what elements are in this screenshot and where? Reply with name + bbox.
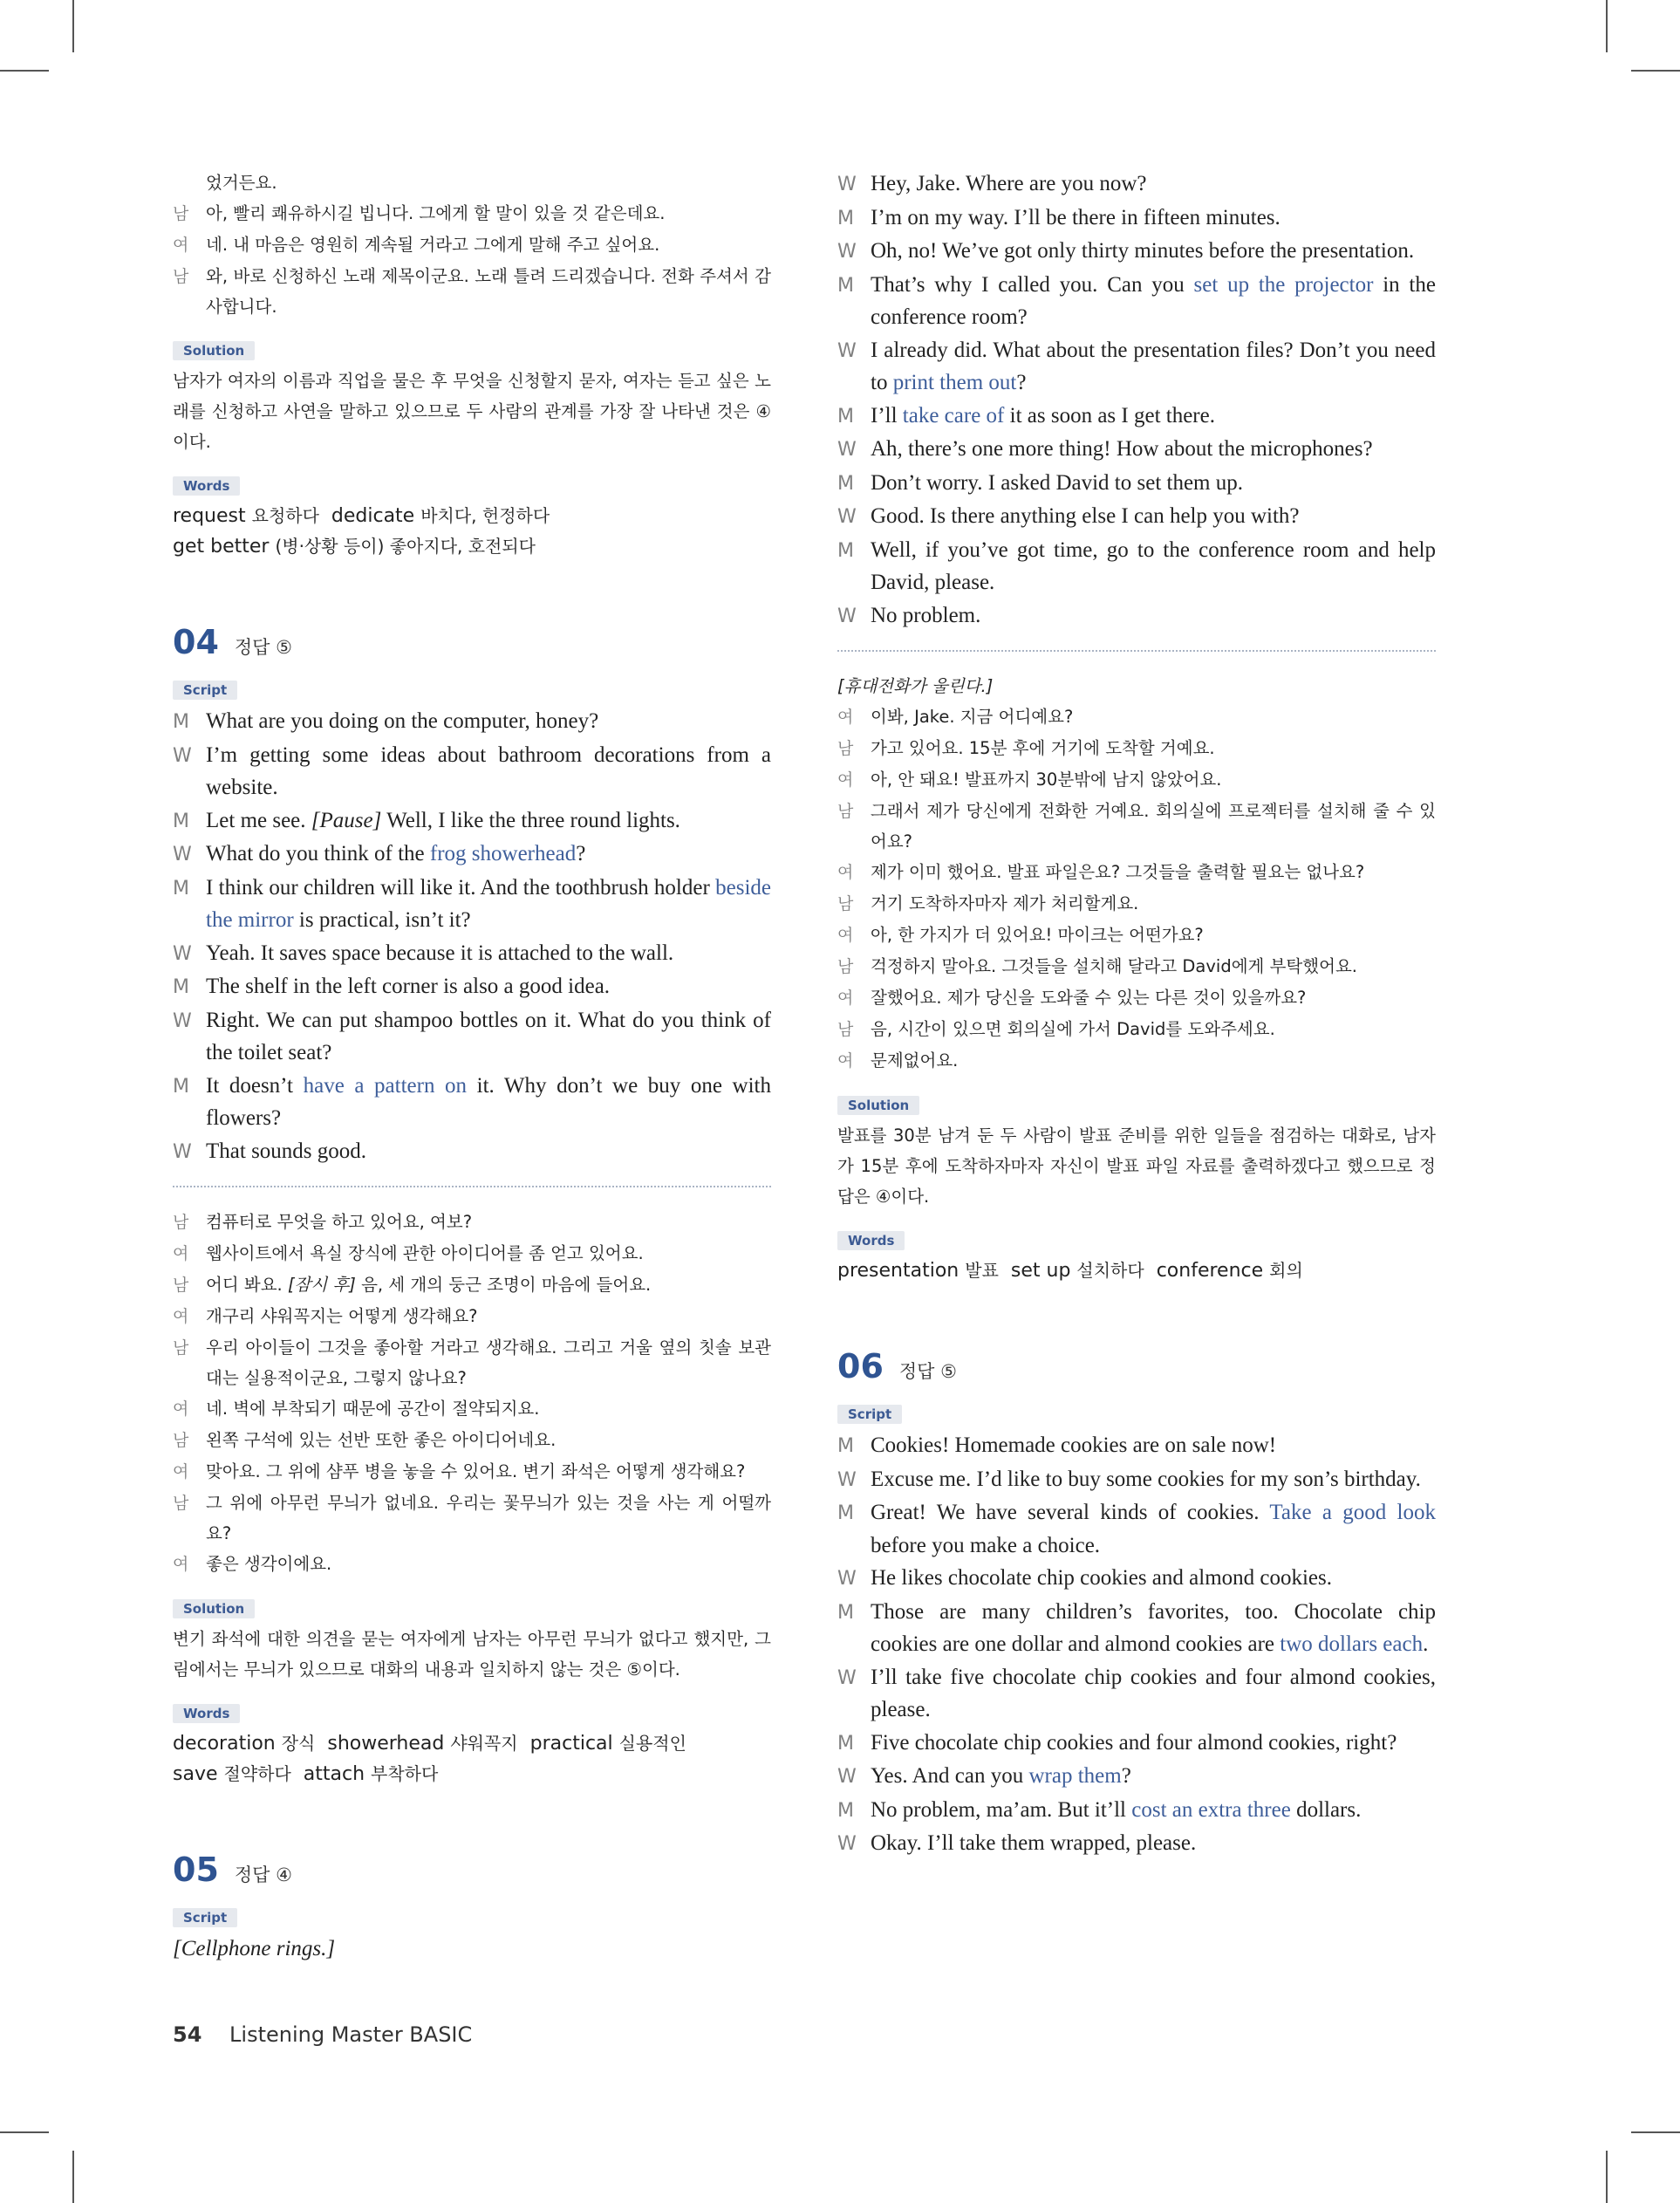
words-list [173, 501, 771, 562]
speaker-label: M [837, 1601, 854, 1624]
speaker-label: M [837, 472, 854, 495]
dialogue-line [837, 334, 1436, 400]
solution-badge: Solution [173, 341, 255, 360]
line-text: 문제없어요. [871, 1050, 959, 1071]
speaker-label: M [837, 1799, 854, 1822]
line-text: That’s why I called you. Can you set up the projector in the conference room? [871, 272, 1436, 329]
dialogue-line [837, 888, 1436, 920]
word-entry: conference 회의 [1156, 1260, 1303, 1282]
speaker-label: M [837, 274, 854, 297]
dialogue-line [837, 920, 1436, 951]
speaker-label: W [173, 744, 192, 767]
line-text: Yes. And can you wrap them? [871, 1764, 1131, 1788]
solution-badge: Solution [173, 1599, 255, 1618]
line-text: 가고 있어요. 15분 후에 거기에 도착할 거예요. [871, 738, 1215, 758]
line-text: 우리 아이들이 그것을 좋아할 거라고 생각해요. 그리고 거울 옆의 칫솔 보관대는 실용적이군요, 그렇지 않나요? [206, 1338, 771, 1388]
dialogue-line [837, 1496, 1436, 1562]
crop-mark [1606, 2151, 1608, 2203]
script-dialogue [837, 168, 1436, 633]
line-text: 아, 한 가지가 더 있어요! 마이크는 어떤가요? [871, 925, 1204, 945]
solution-text: 발표를 30분 남겨 둔 두 사람이 발표 준비를 위한 일들을 점검하는 대화로, 남자가 15분 후에 도착하자마자 자신이 발표 파일 자료를 출력하겠다고 했으므로 정답은 ④이다. [837, 1125, 1436, 1207]
speaker-label: W [837, 605, 857, 627]
dialogue-line [837, 235, 1436, 269]
line-text: Five chocolate chip cookies and four almond cookies, right? [871, 1730, 1397, 1755]
speaker-label: M [173, 1075, 189, 1098]
line-text: 이봐, Jake. 지금 어디예요? [871, 707, 1074, 727]
dialogue-line [173, 198, 771, 229]
dialogue-line [837, 1661, 1436, 1727]
dialogue-line [173, 1456, 771, 1488]
speaker-label: M [837, 539, 854, 562]
line-text: Good. Is there anything else I can help you with? [871, 504, 1300, 528]
dialogue-line [837, 1827, 1436, 1861]
speaker-label: 여 [837, 1051, 854, 1071]
translation-block [173, 168, 771, 322]
dialogue-line [173, 1004, 771, 1070]
dialogue-line [837, 764, 1436, 796]
divider [837, 650, 1436, 652]
solution-text: 변기 좌석에 대한 의견을 묻는 여자에게 남자는 아무런 무늬가 없다고 했지만, 그림에서는 무늬가 있으므로 대화의 내용과 일치하지 않는 것은 ⑤이다. [173, 1629, 771, 1680]
dialogue-line [837, 1596, 1436, 1661]
line-text: 잘했어요. 제가 당신을 도와줄 수 있는 다른 것이 있을까요? [871, 988, 1307, 1008]
words-badge: Words [173, 476, 240, 496]
line-text: 음, 시간이 있으면 회의실에 가서 David를 도와주세요. [871, 1019, 1275, 1039]
line-text: 어디 봐요. [잠시 후] 음, 세 개의 둥근 조명이 마음에 들어요. [206, 1275, 652, 1295]
solution-badge: Solution [837, 1096, 919, 1115]
dialogue-line [837, 857, 1436, 888]
speaker-label: 남 [173, 1338, 189, 1358]
dialogue-line [173, 1070, 771, 1135]
dialogue-line [173, 1332, 771, 1393]
speaker-label: 여 [837, 708, 854, 727]
line-text: I think our children will like it. And the toothbrush holder beside the mirror is practical, isn’t it? [206, 875, 771, 932]
dialogue-line [837, 202, 1436, 236]
line-text: It doesn’t have a pattern on it. Why don’t we buy one with flowers? [206, 1073, 771, 1130]
dialogue-line [173, 970, 771, 1004]
speaker-label: W [837, 339, 857, 362]
script-dialogue [837, 1429, 1436, 1861]
answer-label: 정답 ④ [234, 1864, 292, 1885]
word-entry: presentation 발표 [837, 1260, 999, 1282]
line-text: 그래서 제가 당신에게 전화한 거예요. 회의실에 프로젝터를 설치해 줄 수 있어요? [871, 801, 1436, 852]
dialogue-line [837, 467, 1436, 501]
divider [173, 1186, 771, 1187]
speaker-label: W [173, 1009, 192, 1032]
question-number: 06 [837, 1347, 884, 1385]
crop-mark [72, 2151, 74, 2203]
speaker-label: 남 [837, 894, 854, 913]
speaker-label: 남 [173, 1494, 189, 1513]
line-text: Great! We have several kinds of cookies. Take a good look before you make a choice. [871, 1501, 1436, 1557]
dialogue-line [837, 1794, 1436, 1828]
dialogue-line [837, 400, 1436, 434]
speaker-label: W [837, 1568, 857, 1590]
line-text: I’m on my way. I’ll be there in fifteen minutes. [871, 205, 1280, 229]
dialogue-line [837, 951, 1436, 982]
speaker-label: M [837, 1732, 854, 1755]
dialogue-line [837, 1760, 1436, 1794]
dialogue-line [173, 937, 771, 971]
speaker-label: 남 [837, 1020, 854, 1039]
question-number: 05 [173, 1851, 219, 1889]
speaker-label: M [173, 976, 189, 998]
dialogue-line [837, 500, 1436, 534]
dialogue-line [837, 796, 1436, 857]
dialogue-line [173, 739, 771, 804]
page-number: 54 [173, 2022, 202, 2047]
speaker-label: W [837, 241, 857, 263]
line-text: Don’t worry. I asked David to set them up. [871, 470, 1244, 495]
script-badge: Script [173, 681, 237, 700]
dialogue-line [173, 872, 771, 937]
line-text: 아, 빨리 쾌유하시길 빕니다. 그에게 할 말이 있을 것 같은데요. [206, 203, 666, 223]
word-entry: set up 설치하다 [1010, 1260, 1144, 1282]
word-entry: get better (병·상황 등이) 좋아지다, 호전되다 [173, 536, 536, 558]
dialogue-line [837, 1463, 1436, 1497]
words-badge: Words [173, 1704, 240, 1723]
speaker-label: 남 [173, 267, 189, 286]
line-text: 었거든요. [206, 173, 277, 193]
speaker-label: 여 [173, 1462, 189, 1481]
line-text: 좋은 생각이에요. [206, 1554, 332, 1574]
word-entry: request 요청하다 [173, 505, 319, 527]
speaker-label: W [837, 174, 857, 195]
answer-label: 정답 ⑤ [898, 1361, 957, 1382]
speaker-label: W [837, 439, 857, 461]
stage-direction: [Cellphone rings.] [173, 1937, 336, 1960]
dialogue-line [837, 1045, 1436, 1077]
dialogue-line [837, 982, 1436, 1014]
speaker-label: 남 [837, 739, 854, 758]
line-text: Right. We can put shampoo bottles on it. What do you think of the toilet seat? [206, 1008, 771, 1064]
dialogue-line [173, 1393, 771, 1425]
dialogue-line [837, 599, 1436, 633]
dialogue-line [173, 804, 771, 838]
line-text: What are you doing on the computer, honey? [206, 709, 599, 733]
line-text: 아, 안 돼요! 발표까지 30분밖에 남지 않았어요. [871, 770, 1222, 790]
line-text: I’ll take care of it as soon as I get there. [871, 403, 1215, 428]
translation-block [173, 1207, 771, 1580]
line-text: Well, if you’ve got time, go to the conference room and help David, please. [871, 537, 1436, 594]
line-text: 걱정하지 말아요. 그것들을 설치해 달라고 David에게 부탁했어요. [871, 956, 1357, 976]
dialogue-line [173, 705, 771, 739]
speaker-label: 남 [173, 1431, 189, 1450]
translation-block [837, 671, 1436, 1077]
speaker-label: W [173, 844, 192, 865]
speaker-label: 여 [173, 236, 189, 255]
speaker-label: 남 [837, 957, 854, 976]
words-list [173, 1728, 771, 1789]
line-text: Those are many children’s favorites, too. Chocolate chip cookies are one dollar and almond cookies are two dollars each. [871, 1599, 1436, 1656]
speaker-label: 남 [173, 1213, 189, 1232]
dialogue-line [173, 1238, 771, 1269]
line-text: I’ll take five chocolate chip cookies and four almond cookies, please. [871, 1665, 1436, 1721]
speaker-label: W [837, 1833, 857, 1855]
line-text: Let me see. [Pause] Well, I like the three round lights. [206, 808, 680, 832]
speaker-label: 여 [837, 989, 854, 1008]
stage-direction: [휴대전화가 울린다.] [837, 676, 994, 696]
line-text: Okay. I’ll take them wrapped, please. [871, 1831, 1197, 1855]
speaker-label: M [837, 405, 854, 428]
line-text: That sounds good. [206, 1139, 367, 1163]
crop-mark [0, 70, 49, 72]
line-text: 웹사이트에서 욕실 장식에 관한 아이디어를 좀 얻고 있어요. [206, 1243, 644, 1263]
page-footer [173, 2022, 472, 2047]
dialogue-line [173, 838, 771, 872]
dialogue-line [837, 269, 1436, 334]
dialogue-line [173, 229, 771, 261]
speaker-label: 남 [837, 802, 854, 821]
solution-text: 남자가 여자의 이름과 직업을 물은 후 무엇을 신청할지 묻자, 여자는 듣고 싶은 노래를 신청하고 사연을 말하고 있으므로 두 사람의 관계를 가장 잘 나타낸 것은 ④이다. [173, 371, 771, 452]
speaker-label: W [173, 942, 192, 965]
line-text: 와, 바로 신청하신 노래 제목이군요. 노래 틀려 드리겠습니다. 전화 주셔서 감사합니다. [206, 266, 771, 317]
speaker-label: M [837, 1502, 854, 1524]
speaker-label: M [173, 877, 189, 900]
speaker-label: W [837, 1766, 857, 1788]
line-text: Oh, no! We’ve got only thirty minutes before the presentation. [871, 239, 1415, 263]
dialogue-line [837, 1014, 1436, 1045]
speaker-label: M [173, 711, 189, 733]
crop-mark [1631, 2131, 1680, 2133]
crop-mark [0, 2131, 49, 2133]
word-entry: dedicate 바치다, 헌정하다 [331, 505, 550, 527]
question-header [837, 1347, 1436, 1385]
speaker-label: M [837, 207, 854, 229]
dialogue-line [837, 168, 1436, 202]
line-text: Hey, Jake. Where are you now? [871, 172, 1147, 195]
speaker-label: M [173, 810, 189, 832]
right-column [837, 168, 1436, 1861]
dialogue-line [173, 261, 771, 322]
dialogue-line [173, 1488, 771, 1549]
speaker-label: M [837, 1435, 854, 1457]
line-text: 컴퓨터로 무엇을 하고 있어요, 여보? [206, 1212, 473, 1232]
line-text: No problem, ma’am. But it’ll cost an extra three dollars. [871, 1797, 1362, 1822]
line-text: 개구리 샤워꼭지는 어떻게 생각해요? [206, 1306, 478, 1326]
dialogue-line [837, 433, 1436, 467]
line-text: I already did. What about the presentation files? Don’t you need to print them out? [871, 338, 1436, 394]
question-number: 04 [173, 623, 219, 661]
dialogue-line [173, 1301, 771, 1332]
dialogue-line [837, 1562, 1436, 1596]
dialogue-line [173, 1207, 771, 1238]
line-text: 맞아요. 그 위에 샴푸 병을 놓을 수 있어요. 변기 좌석은 어떻게 생각해요? [206, 1461, 746, 1481]
line-text: I’m getting some ideas about bathroom decorations from a website. [206, 742, 771, 799]
line-text: Ah, there’s one more thing! How about the microphones? [871, 437, 1373, 461]
speaker-label: 남 [173, 204, 189, 223]
dialogue-line [837, 701, 1436, 733]
word-entry: save 절약하다 [173, 1763, 291, 1785]
speaker-label: W [837, 1666, 857, 1689]
line-text: What do you think of the frog showerhead? [206, 842, 586, 865]
line-text: Cookies! Homemade cookies are on sale now! [871, 1433, 1277, 1457]
line-text: 그 위에 아무런 무늬가 없네요. 우리는 꽃무늬가 있는 것을 사는 게 어떨까요? [206, 1493, 771, 1543]
speaker-label: 여 [173, 1244, 189, 1263]
dialogue-line [837, 733, 1436, 764]
line-text: The shelf in the left corner is also a good idea. [206, 975, 611, 998]
line-text: No problem. [871, 603, 981, 627]
line-text: He likes chocolate chip cookies and almond cookies. [871, 1566, 1333, 1590]
line-text: 왼쪽 구석에 있는 선반 또한 좋은 아이디어네요. [206, 1430, 557, 1450]
script-badge: Script [173, 1908, 237, 1927]
line-text: Excuse me. I’d like to buy some cookies for my son’s birthday. [871, 1467, 1421, 1491]
left-column [173, 168, 771, 1965]
question-header [173, 1851, 771, 1889]
line-text: Yeah. It saves space because it is attached to the wall. [206, 941, 674, 965]
speaker-label: 여 [837, 770, 854, 790]
dialogue-line [173, 1549, 771, 1580]
script-badge: Script [837, 1405, 902, 1424]
question-header [173, 623, 771, 661]
crop-mark [1631, 70, 1680, 72]
word-entry: decoration 장식 [173, 1733, 316, 1755]
speaker-label: 여 [173, 1399, 189, 1419]
answer-label: 정답 ⑤ [234, 637, 292, 658]
crop-mark [72, 0, 74, 52]
book-title: Listening Master BASIC [229, 2022, 473, 2047]
word-entry: attach 부착하다 [303, 1763, 439, 1785]
speaker-label: 여 [173, 1307, 189, 1326]
line-text: 거기 도착하자마자 제가 처리할게요. [871, 893, 1139, 913]
dialogue-line [837, 1429, 1436, 1463]
speaker-label: 여 [837, 863, 854, 882]
dialogue-line [173, 1425, 771, 1456]
line-text: 네. 벽에 부착되기 때문에 공간이 절약되지요. [206, 1399, 540, 1419]
dialogue-line [173, 1269, 771, 1301]
line-text: 네. 내 마음은 영원히 계속될 거라고 그에게 말해 주고 싶어요. [206, 235, 660, 255]
word-entry: showerhead 샤워꼭지 [327, 1733, 518, 1755]
dialogue-line [837, 1727, 1436, 1761]
script-dialogue [173, 705, 771, 1168]
crop-mark [1606, 0, 1608, 52]
words-list [837, 1255, 1436, 1286]
line-text: 제가 이미 했어요. 발표 파일은요? 그것들을 출력할 필요는 없나요? [871, 862, 1365, 882]
dialogue-line [173, 168, 771, 198]
speaker-label: 여 [837, 926, 854, 945]
speaker-label: W [837, 1468, 857, 1491]
speaker-label: W [837, 506, 857, 528]
speaker-label: 남 [173, 1276, 189, 1295]
word-entry: practical 실용적인 [529, 1733, 686, 1755]
words-badge: Words [837, 1231, 905, 1250]
speaker-label: W [173, 1140, 192, 1163]
dialogue-line [173, 1135, 771, 1169]
dialogue-line [837, 534, 1436, 599]
speaker-label: 여 [173, 1555, 189, 1574]
